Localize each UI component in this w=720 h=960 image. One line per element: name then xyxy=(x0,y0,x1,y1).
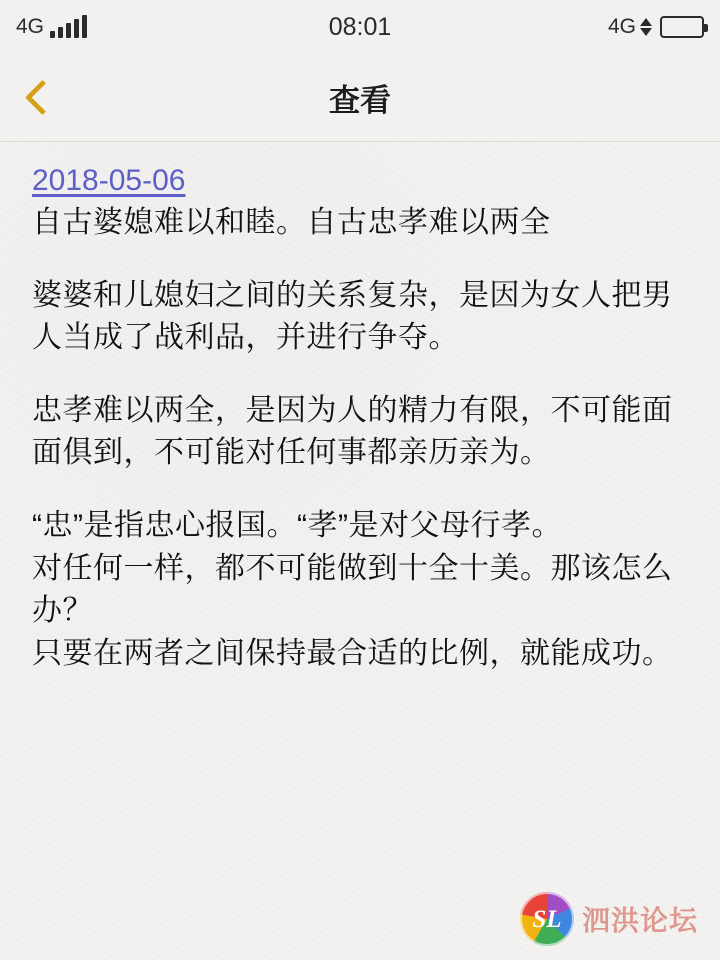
network-type-label: 4G xyxy=(16,15,45,38)
status-bar-right xyxy=(608,15,704,39)
status-bar-clock: 08:01 xyxy=(328,12,392,41)
article-paragraph: 忠孝难以两全，是因为人的精力有限，不可能面面俱到，不可能对任何事都亲历亲为。 xyxy=(32,393,673,470)
article-content[interactable] xyxy=(0,142,720,960)
title-bar xyxy=(0,54,720,142)
battery-icon xyxy=(660,16,704,38)
back-button[interactable] xyxy=(0,54,70,142)
data-transfer-icon xyxy=(640,18,652,36)
watermark-text: 泗洪论坛 xyxy=(581,905,698,936)
status-bar-left xyxy=(16,15,87,39)
article-paragraph: 对任何一样，都不可能做到十全十美。那该怎么办？ xyxy=(32,551,673,628)
network-type-label-secondary: 4G xyxy=(607,15,636,38)
article-paragraph: 婆婆和儿媳妇之间的关系复杂，是因为女人把男人当成了战利品，并进行争夺。 xyxy=(32,278,673,355)
page-title: 查看 xyxy=(329,83,391,118)
watermark-badge-text: SL xyxy=(532,905,562,933)
watermark-logo-icon xyxy=(520,892,574,946)
watermark xyxy=(520,892,698,946)
status-bar xyxy=(0,0,720,54)
article-date[interactable]: 2018-05-06 xyxy=(32,164,186,197)
article-paragraph: 只要在两者之间保持最合适的比例，就能成功。 xyxy=(32,636,673,670)
chevron-left-icon xyxy=(24,80,59,115)
article-paragraph: 自古婆媳难以和睦。自古忠孝难以两全 xyxy=(32,206,551,239)
signal-bars-icon xyxy=(50,16,87,38)
article-paragraph: “忠”是指忠心报国。“孝”是对父母行孝。 xyxy=(32,508,562,542)
